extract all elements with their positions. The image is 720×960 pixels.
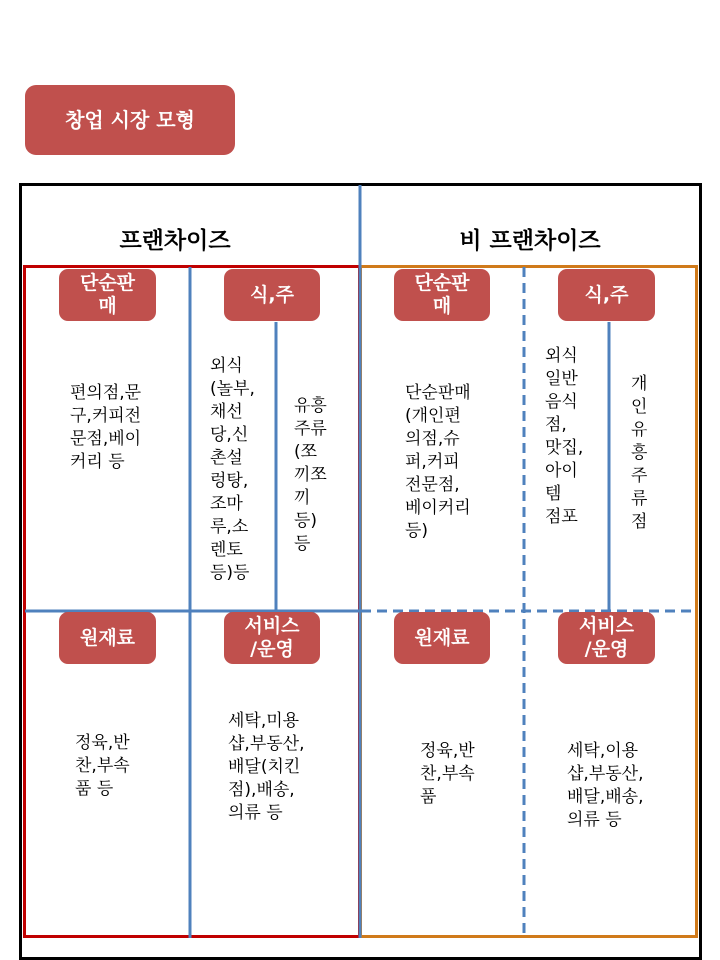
non-franchise-retail-text: 단순판매 (개인편 의점,슈 퍼,커피 전문점, 베이커리 등) [405, 383, 471, 541]
non-franchise-dining-text: 외식 일반 음식 점, 맛집, 아이 템 점포 [545, 346, 584, 527]
franchise-retail-badge [59, 269, 156, 321]
franchise-retail-text: 편의점,문 구,커피전 문점,베이 커리 등 [70, 383, 142, 472]
franchise-raw-badge [59, 612, 156, 664]
non-franchise-entertainment-text: 개 인 유 흥 주 류 점 [631, 374, 648, 532]
franchise-service-text: 세탁,미용 샵,부동산, 배달(치킨 점),배송, 의류 등 [228, 711, 305, 823]
non-franchise-food-label: 식,주 [584, 283, 629, 306]
non-franchise-service-label: 서비스 /운영 [578, 615, 635, 660]
franchise-raw-label: 원재료 [79, 626, 136, 649]
non-franchise-header: 비 프랜차이즈 [459, 228, 601, 254]
franchise-raw-text: 정육,반 찬,부속 품 등 [75, 733, 130, 799]
non-franchise-raw-text: 정육,반 찬,부속 품 [420, 741, 475, 807]
franchise-food-label: 식,주 [250, 283, 294, 306]
franchise-food-badge [224, 269, 320, 321]
franchise-dining-text: 외식 (놀부, 채선 당,신 촌설 렁탕, 조마 루,소 렌토 등)등 [210, 356, 255, 583]
title-text: 창업 시장 모형 [65, 107, 195, 132]
franchise-service-label: 서비스 /운영 [244, 615, 300, 660]
non-franchise-food-badge [558, 269, 655, 321]
non-franchise-raw-label: 원재료 [414, 626, 470, 649]
non-franchise-retail-badge [394, 269, 490, 321]
franchise-retail-label: 단순판 매 [79, 272, 136, 317]
non-franchise-raw-badge [394, 612, 490, 664]
non-franchise-service-text: 세탁,이용 샵,부동산, 배달,배송, 의류 등 [567, 741, 644, 830]
non-franchise-retail-label: 단순판 매 [414, 272, 470, 317]
franchise-header: 프랜차이즈 [119, 228, 231, 254]
franchise-entertainment-text: 유흥 주류 (쪼 끼쪼 끼 등) 등 [294, 396, 327, 554]
franchise-service-badge [224, 612, 320, 664]
non-franchise-service-badge [558, 612, 655, 664]
